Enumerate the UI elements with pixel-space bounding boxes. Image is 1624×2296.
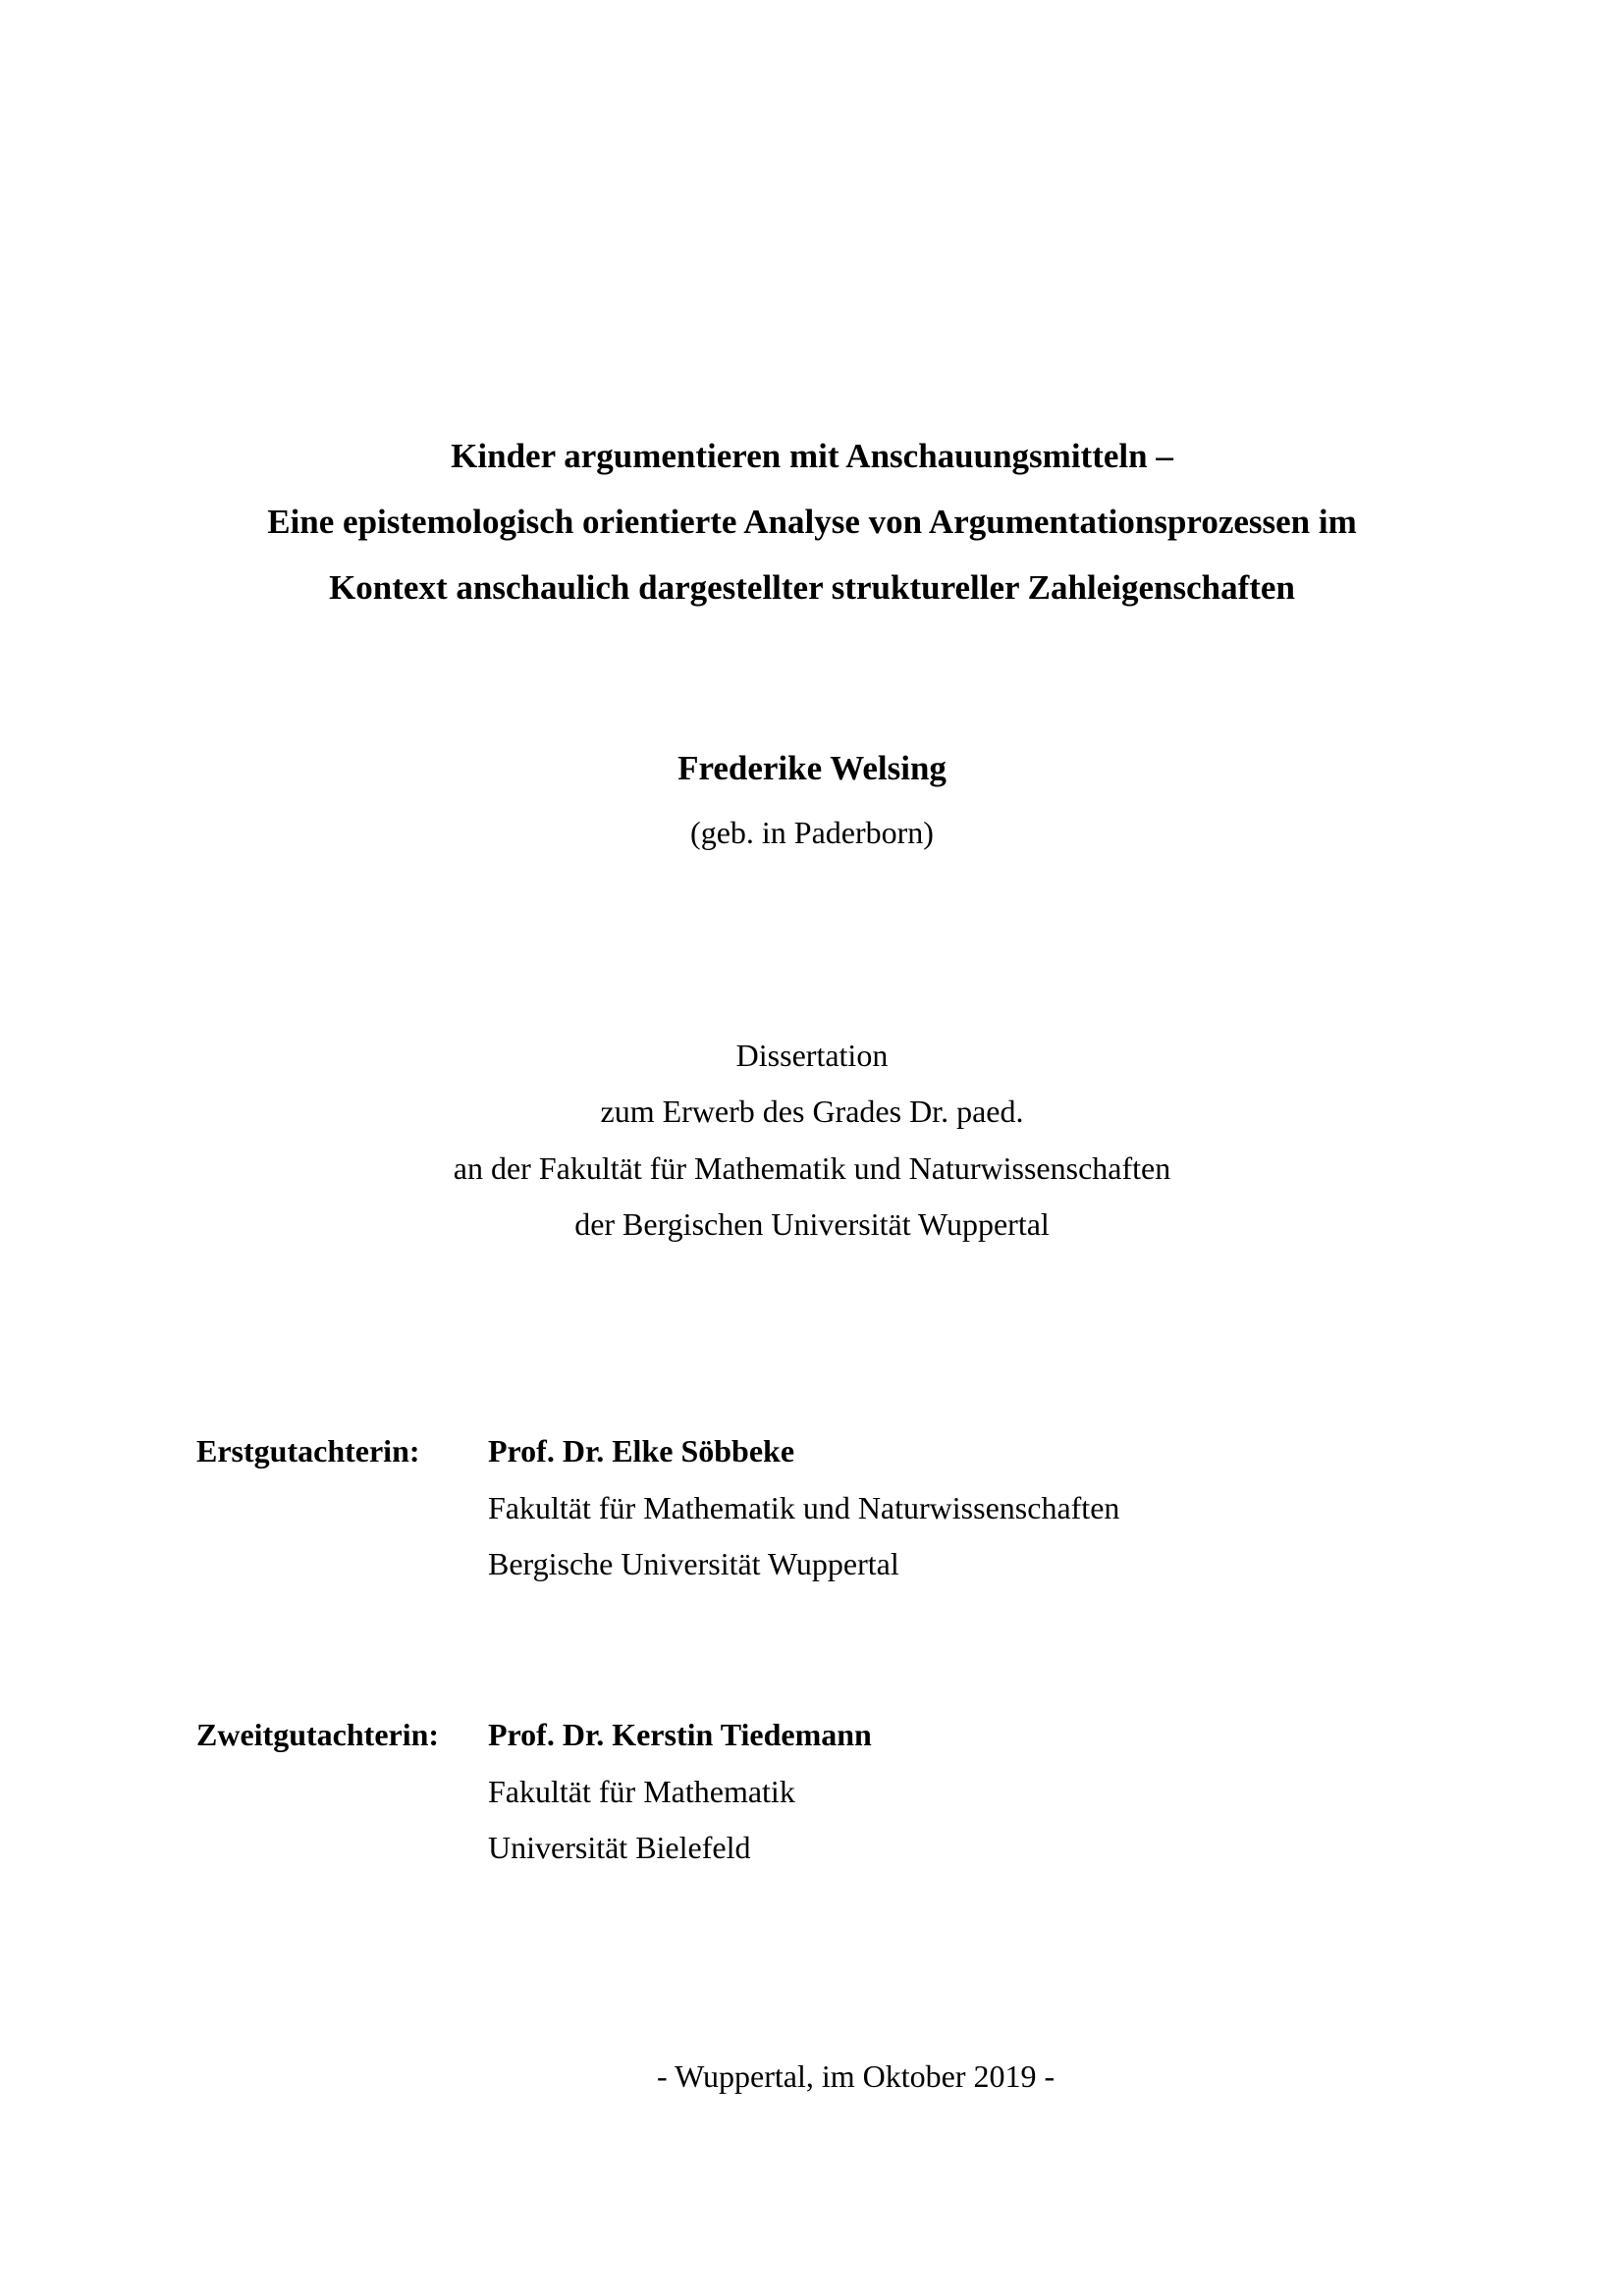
first-reviewer-faculty: Fakultät für Mathematik und Naturwissenschaften <box>488 1490 1120 1525</box>
first-reviewer-university: Bergische Universität Wuppertal <box>488 1546 899 1581</box>
first-reviewer-name: Prof. Dr. Elke Söbbeke <box>488 1433 795 1468</box>
second-reviewer-name: Prof. Dr. Kerstin Tiedemann <box>488 1717 872 1752</box>
second-reviewer-university: Universität Bielefeld <box>488 1830 751 1865</box>
author-birthplace: (geb. in Paderborn) <box>690 815 934 850</box>
title-line-3: Kontext anschaulich dargestellter struktureller Zahleigenschaften <box>329 568 1295 607</box>
dissertation-line-3: an der Fakultät für Mathematik und Naturwissenschaften <box>453 1150 1171 1186</box>
second-reviewer-faculty: Fakultät für Mathematik <box>488 1774 795 1809</box>
dissertation-line-2: zum Erwerb des Grades Dr. paed. <box>600 1094 1024 1129</box>
title-line-1: Kinder argumentieren mit Anschauungsmitteln – <box>451 437 1173 475</box>
dissertation-line-4: der Bergischen Universität Wuppertal <box>574 1206 1050 1242</box>
second-reviewer-label: Zweitgutachterin: <box>196 1717 440 1752</box>
title-line-2: Eine epistemologisch orientierte Analyse von Argumentationsprozessen im <box>267 503 1357 541</box>
first-reviewer-label: Erstgutachterin: <box>196 1433 420 1468</box>
author-name: Frederike Welsing <box>677 749 947 787</box>
place-and-date: - Wuppertal, im Oktober 2019 - <box>657 2058 1056 2094</box>
dissertation-line-1: Dissertation <box>735 1038 889 1073</box>
